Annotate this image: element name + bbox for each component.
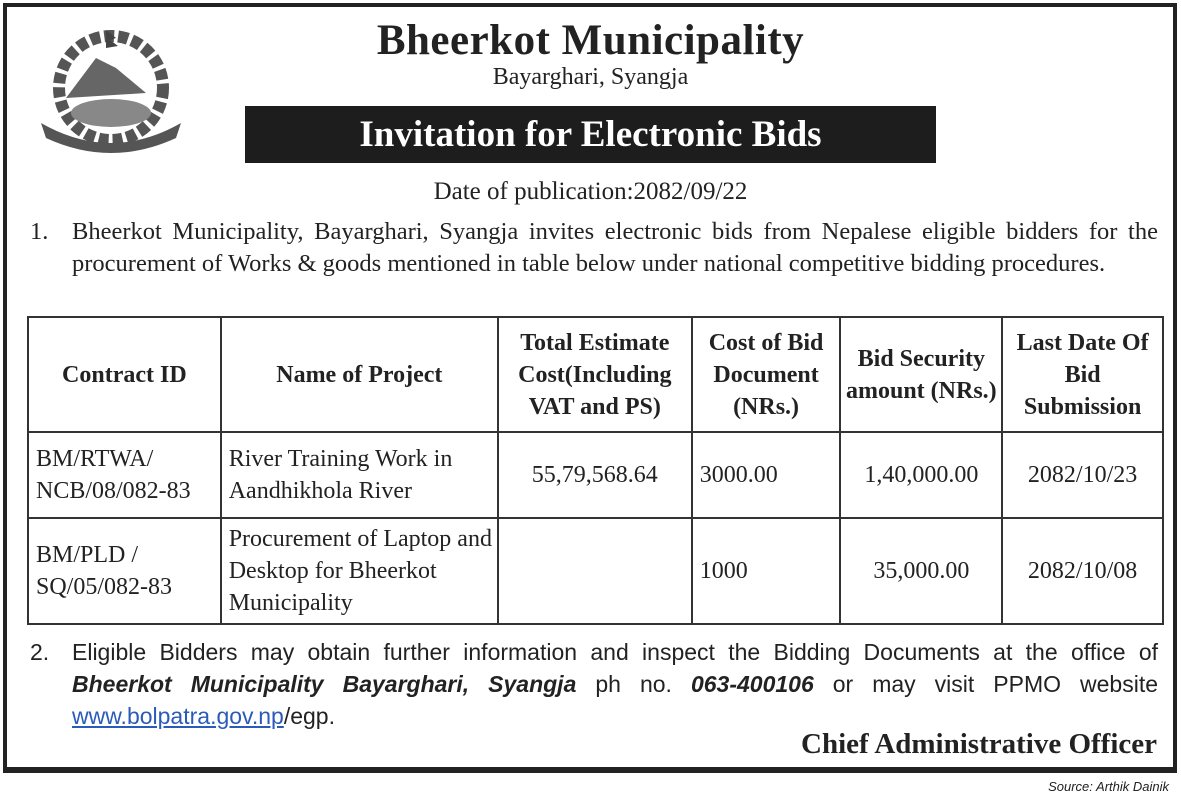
estimate-cost: [498, 518, 692, 624]
text-segment: Eligible Bidders may obtain further information and inspect the Bidding Documents at the office of: [72, 639, 1158, 665]
bid-document-cost: 3000.00: [692, 432, 841, 518]
contract-id: BM/PLD / SQ/05/082-83: [28, 518, 221, 624]
bid-security: 35,000.00: [840, 518, 1002, 624]
estimate-cost: 55,79,568.64: [498, 432, 692, 518]
page-title: Bheerkot Municipality: [376, 17, 805, 64]
source-credit: Source: Arthik Dainik: [1048, 779, 1169, 794]
paragraph-2: [30, 636, 1158, 732]
text-segment: or may visit PPMO website: [813, 671, 1158, 697]
paragraph-1: [30, 216, 1158, 280]
bids-table: [27, 316, 1164, 625]
phone-number: 063-400106: [690, 671, 814, 697]
project-name: Procurement of Laptop and Desktop for Bheerkot Municipality: [221, 518, 498, 624]
office-name: Bheerkot Municipality Bayarghari, Syangja: [72, 671, 577, 697]
project-name: River Training Work in Aandhikhola River: [221, 432, 498, 518]
text-segment: ph no.: [576, 671, 691, 697]
bid-security: 1,40,000.00: [840, 432, 1002, 518]
contract-id: BM/RTWA/ NCB/08/082-83: [28, 432, 221, 518]
text-segment: /egp.: [283, 703, 335, 729]
ppmo-website-link[interactable]: www.bolpatra.gov.np: [72, 703, 284, 729]
column-header: Cost of Bid Document (NRs.): [692, 317, 841, 432]
notice-banner: Invitation for Electronic Bids: [245, 106, 936, 163]
paragraph-number: 1.: [30, 218, 49, 245]
column-header: Name of Project: [221, 317, 498, 432]
last-date: 2082/10/08: [1002, 518, 1163, 624]
column-header: Last Date Of Bid Submission: [1002, 317, 1163, 432]
table-header-row: [28, 317, 1163, 432]
bid-document-cost: 1000: [692, 518, 841, 624]
paragraph-text: Bheerkot Municipality, Bayarghari, Syangja invites electronic bids from Nepalese eligible bidders for the procurement of Works & goods mentioned in table below under national competitive bidding procedures.: [72, 218, 1158, 277]
column-header: Bid Security amount (NRs.): [840, 317, 1002, 432]
paragraph-number: 2.: [30, 639, 50, 665]
column-header: Contract ID: [28, 317, 221, 432]
signature: Chief Administrative Officer: [801, 728, 1157, 760]
last-date: 2082/10/23: [1002, 432, 1163, 518]
column-header: Total Estimate Cost(Including VAT and PS): [498, 317, 692, 432]
paragraph-text: [72, 636, 1158, 732]
page-subtitle: Bayarghari, Syangja: [492, 64, 689, 90]
table-row: [28, 518, 1163, 624]
table-row: [28, 432, 1163, 518]
publication-date: Date of publication:2082/09/22: [433, 178, 748, 205]
